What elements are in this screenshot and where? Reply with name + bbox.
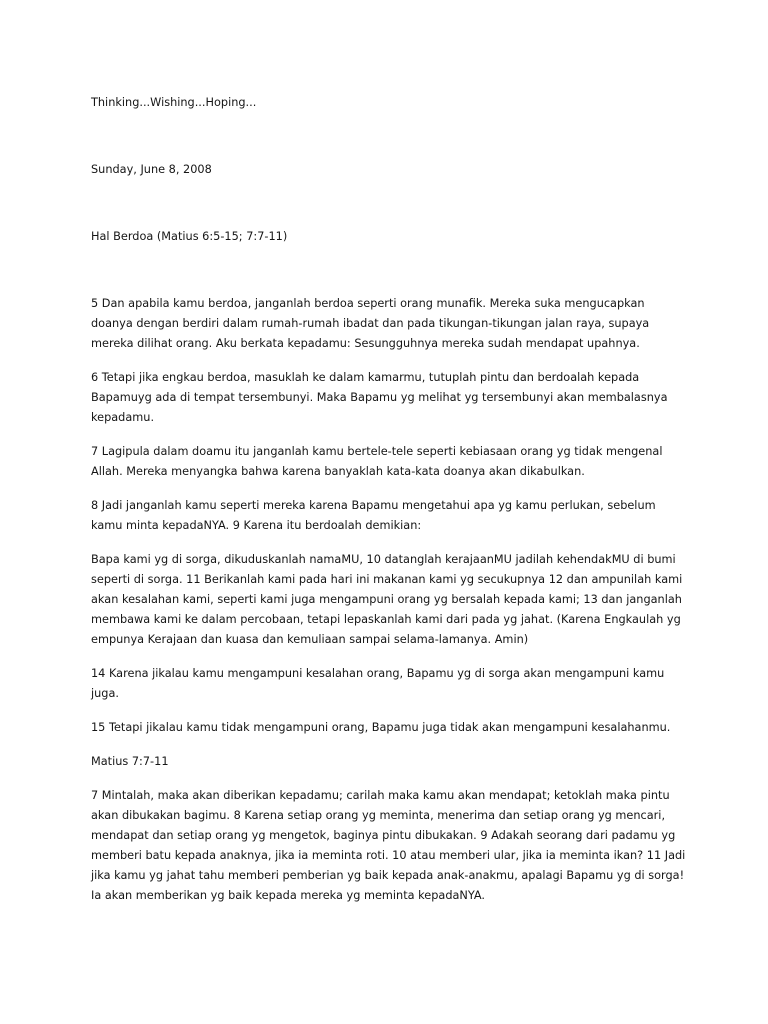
text-line: empunya Kerajaan dan kuasa dan kemuliaan sampai selama-lamanya. Amin) xyxy=(91,633,529,646)
text-line: Bapa kami yg di sorga, dikuduskanlah namaMU, 10 datanglah kerajaanMU jadilah kehendakMU di bumi xyxy=(91,553,676,566)
text-line: juga. xyxy=(91,687,119,700)
text-line: memberi batu kepada anaknya, jika ia meminta roti. 10 atau memberi ular, jika ia meminta ikan? 11 Jadi xyxy=(91,849,686,862)
paragraph-verse-14 xyxy=(91,664,688,704)
paragraph-verse-6 xyxy=(91,368,688,428)
text-line: 8 Jadi janganlah kamu seperti mereka karena Bapamu mengetahui apa yg kamu perlukan, sebelum xyxy=(91,499,656,512)
text-line: doanya dengan berdiri dalam rumah-rumah ibadat dan pada tikungan-tikungan jalan raya, supaya xyxy=(91,317,650,330)
text-line: Ia akan memberikan yg baik kepada mereka yg meminta kepadaNYA. xyxy=(91,889,486,902)
text-line: 6 Tetapi jika engkau berdoa, masuklah ke dalam kamarmu, tutuplah pintu dan berdoalah kepada xyxy=(91,371,640,384)
text-line: akan kesalahan kami, seperti kami juga mengampuni orang yg bersalah kepada kami; 13 dan janganlah xyxy=(91,593,682,606)
paragraph-verse-8 xyxy=(91,496,688,536)
text-line: akan dibukakan bagimu. 8 Karena setiap orang yg meminta, menerima dan setiap orang yg mencari, xyxy=(91,809,666,822)
text-line: Allah. Mereka menyangka bahwa karena banyaklah kata-kata doanya akan dikabulkan. xyxy=(91,465,585,478)
paragraph-lords-prayer xyxy=(91,550,688,650)
paragraph-matius-7-verses xyxy=(91,786,688,906)
text-line: membawa kami ke dalam percobaan, tetapi lepaskanlah kami dari pada yg jahat. (Karena Engkaulah yg xyxy=(91,613,681,626)
text-line: kepadamu. xyxy=(91,411,155,424)
text-line: kamu minta kepadaNYA. 9 Karena itu berdoalah demikian: xyxy=(91,519,422,532)
text-line: 14 Karena jikalau kamu mengampuni kesalahan orang, Bapamu yg di sorga akan mengampuni kamu xyxy=(91,667,665,680)
post-title: Hal Berdoa (Matius 6:5-15; 7:7-11) xyxy=(91,230,288,243)
text-line: mereka dilihat orang. Aku berkata kepadamu: Sesungguhnya mereka sudah mendapat upahnya. xyxy=(91,337,640,350)
text-line: 7 Lagipula dalam doamu itu janganlah kamu bertele-tele seperti kebiasaan orang yg tidak mengenal xyxy=(91,445,663,458)
text-line: Matius 7:7-11 xyxy=(91,755,169,768)
section-heading-matius-7 xyxy=(91,752,688,772)
blog-title: Thinking...Wishing...Hoping... xyxy=(91,96,257,109)
text-line: 7 Mintalah, maka akan diberikan kepadamu; carilah maka kamu akan mendapat; ketoklah maka pintu xyxy=(91,789,670,802)
text-line: 5 Dan apabila kamu berdoa, janganlah berdoa seperti orang munafik. Mereka suka mengucapkan xyxy=(91,297,645,310)
text-line: jika kamu yg jahat tahu memberi pemberian yg baik kepada anak-anakmu, apalagi Bapamu yg di sorga! xyxy=(91,869,685,882)
text-line: seperti di sorga. 11 Berikanlah kami pada hari ini makanan kami yg secukupnya 12 dan ampunilah kami xyxy=(91,573,683,586)
text-line: Bapamuyg ada di tempat tersembunyi. Maka Bapamu yg melihat yg tersembunyi akan membalasnya xyxy=(91,391,668,404)
paragraph-verse-7 xyxy=(91,442,688,482)
paragraph-verse-5 xyxy=(91,294,688,354)
text-line: mendapat dan setiap orang yg mengetok, baginya pintu dibukakan. 9 Adakah seorang dari padamu yg xyxy=(91,829,676,842)
text-line: 15 Tetapi jikalau kamu tidak mengampuni orang, Bapamu juga tidak akan mengampuni kesalahanmu. xyxy=(91,721,671,734)
paragraph-verse-15 xyxy=(91,718,688,738)
post-date: Sunday, June 8, 2008 xyxy=(91,163,212,176)
